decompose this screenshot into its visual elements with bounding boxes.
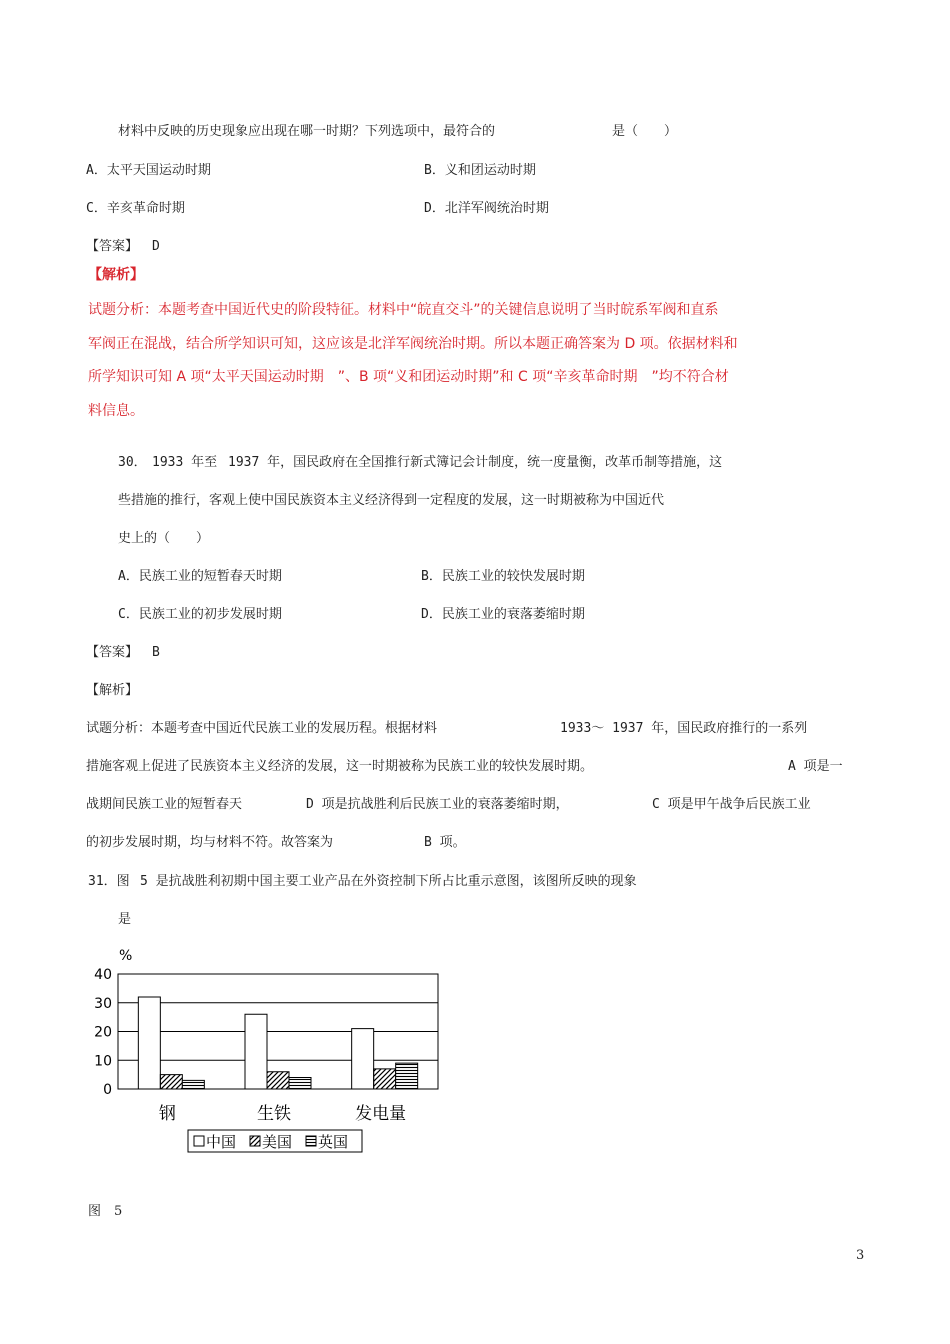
q30-analysis-header: 【解析】: [86, 683, 139, 698]
q29-analysis-line: 军阀正在混战，结合所学知识可知，这应该是北洋军阀统治时期。所以本题正确答案为 D 项。依据材料和: [88, 336, 738, 352]
bar-美国-生铁: [267, 1072, 289, 1089]
q29-answer-label: 【答案】: [86, 239, 139, 254]
q30-answer-label: 【答案】: [86, 645, 139, 660]
figure-label: 图 5: [88, 1204, 123, 1219]
page-number: 3: [856, 1248, 865, 1263]
q30-analysis-line3c: C 项是甲午战争后民族工业: [652, 797, 811, 812]
q30-analysis-line3b: D 项是抗战胜利后民族工业的衰落萎缩时期，: [306, 797, 569, 812]
q29-analysis-header: 【解析】: [88, 267, 144, 283]
q30-answer-value: B: [152, 645, 160, 660]
bar-中国-钢: [138, 997, 160, 1089]
q30-option-a: A．民族工业的短暂春天时期: [118, 569, 282, 584]
y-tick-label: 0: [103, 1082, 112, 1098]
q30-analysis-line1b: 1933～ 1937 年，国民政府推行的一系列: [560, 721, 808, 736]
q31-stem-line2: 是: [118, 912, 132, 927]
bar-美国-发电量: [374, 1069, 396, 1089]
q30-stem-line1: 1937 年，国民政府在全国推行新式簿记会计制度，统一度量衡，改革币制等措施，这: [228, 455, 723, 470]
legend-swatch: [250, 1136, 260, 1146]
q31-stem: 5 是抗战胜利初期中国主要工业产品在外资控制下所占比重示意图，该图所反映的现象: [140, 874, 637, 889]
q29-stem-tail: 是（ ）: [612, 124, 678, 139]
q29-analysis-line: 试题分析：本题考查中国近代史的阶段特征。材料中“皖直交斗”的关键信息说明了当时皖系军阀和直系: [88, 302, 719, 318]
y-tick-label: 40: [94, 967, 112, 983]
industry-share-chart: [80, 940, 440, 1156]
q30-option-d: D．民族工业的衰落萎缩时期: [421, 607, 585, 622]
y-tick-label: 10: [94, 1053, 112, 1070]
chart-unit-label: %: [119, 948, 133, 964]
q29-stem: 材料中反映的历史现象应出现在哪一时期？下列选项中，最符合的: [118, 124, 496, 139]
legend-swatch: [306, 1136, 316, 1146]
bar-中国-生铁: [245, 1014, 267, 1089]
bar-英国-钢: [182, 1080, 204, 1089]
y-tick-label: 20: [94, 1024, 112, 1041]
q29-option-a: A．太平天国运动时期: [86, 163, 211, 178]
q30-analysis-line3a: 战期间民族工业的短暂春天: [86, 797, 243, 812]
bar-英国-发电量: [396, 1063, 418, 1089]
q30-analysis-line2b: A 项是一: [788, 759, 843, 774]
q29-analysis-line: 料信息。: [88, 403, 144, 419]
q30-option-b: B．民族工业的较快发展时期: [421, 569, 585, 584]
q30-option-c: C．民族工业的初步发展时期: [118, 607, 282, 622]
q29-option-d: D．北洋军阀统治时期: [424, 201, 549, 216]
q30-year-start: 1933 年至: [152, 455, 218, 470]
bar-英国-生铁: [289, 1078, 311, 1090]
bar-中国-发电量: [352, 1029, 374, 1089]
q30-stem-line2: 些措施的推行，客观上使中国民族资本主义经济得到一定程度的发展，这一时期被称为中国近代: [118, 493, 665, 508]
q30-number: 30．: [118, 455, 147, 470]
q30-analysis-line4b: B 项。: [424, 835, 466, 850]
y-tick-label: 30: [94, 995, 112, 1012]
bar-美国-钢: [160, 1075, 182, 1089]
q30-analysis-line1a: 试题分析：本题考查中国近代民族工业的发展历程。根据材料: [86, 721, 438, 736]
legend-swatch: [194, 1136, 204, 1146]
legend-label: 美国: [262, 1133, 293, 1151]
q29-option-b: B．义和团运动时期: [424, 163, 536, 178]
x-tick-label: 生铁: [257, 1104, 291, 1124]
q29-option-c: C．辛亥革命时期: [86, 201, 185, 216]
q30-analysis-line2a: 措施客观上促进了民族资本主义经济的发展，这一时期被称为民族工业的较快发展时期。: [86, 759, 594, 774]
x-tick-label: 钢: [158, 1104, 176, 1124]
q29-analysis-line: 所学知识可知 A 项“太平天国运动时期 ”、B 项“义和团运动时期”和 C 项“辛亥革命时期 ”均不符合材: [88, 369, 729, 385]
legend-label: 中国: [206, 1133, 237, 1151]
q29-answer-value: D: [152, 239, 160, 254]
legend-label: 英国: [318, 1133, 349, 1151]
x-tick-label: 发电量: [355, 1104, 407, 1124]
q31-number: 31．图: [88, 874, 130, 889]
q30-analysis-line4a: 的初步发展时期，均与材料不符。故答案为: [86, 835, 334, 850]
q30-stem-line3: 史上的（ ）: [118, 531, 210, 546]
